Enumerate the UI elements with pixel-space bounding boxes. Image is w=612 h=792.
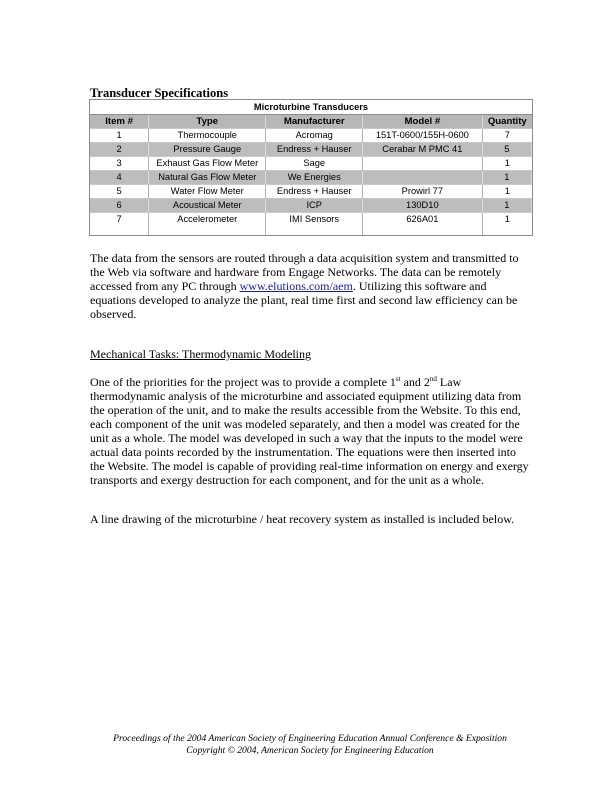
cell-manufacturer: Endress + Hauser xyxy=(266,143,363,157)
table-row xyxy=(90,171,532,185)
cell-type: Accelerometer xyxy=(149,213,266,235)
paragraph-data-routing xyxy=(90,251,530,321)
cell-model: 151T-0600/155H-0600 xyxy=(363,129,483,143)
cell-quantity: 7 xyxy=(483,129,532,143)
cell-quantity: 1 xyxy=(483,199,532,213)
cell-item: 2 xyxy=(90,143,149,157)
cell-manufacturer: Endress + Hauser xyxy=(266,185,363,199)
superscript-st: st xyxy=(395,375,401,383)
table-row xyxy=(90,129,532,143)
cell-quantity: 1 xyxy=(504,214,510,224)
cell-item: 5 xyxy=(90,185,149,199)
cell-type: Pressure Gauge xyxy=(149,143,266,157)
cell-model: 626A01 xyxy=(363,213,483,235)
table-caption-row xyxy=(90,100,532,115)
cell-quantity: 1 xyxy=(483,185,532,199)
cell-type: Thermocouple xyxy=(149,129,266,143)
page-footer xyxy=(60,733,560,757)
cell-item: 7 xyxy=(90,213,149,235)
cell-type: Exhaust Gas Flow Meter xyxy=(149,157,266,171)
cell-item: 4 xyxy=(90,171,149,185)
table-row xyxy=(90,213,532,235)
header-manufacturer: Manufacturer xyxy=(266,115,363,129)
header-quantity: Quantity xyxy=(483,115,532,129)
table-row xyxy=(90,185,532,199)
header-model: Model # xyxy=(363,115,483,129)
cell-type: Acoustical Meter xyxy=(149,199,266,213)
transducer-table xyxy=(89,99,533,236)
cell-model: Cerabar M PMC 41 xyxy=(363,143,483,157)
paragraph-text: The data from the sensors are routed through a data acquisition system and transmitted to the Web via software and hardware from Engage Networks. The data can be remotely accessed from any PC through xyxy=(90,251,519,293)
header-type: Type xyxy=(149,115,266,129)
cell-manufacturer: ICP xyxy=(266,199,363,213)
cell-manufacturer: We Energies xyxy=(266,171,363,185)
subheading: Mechanical Tasks: Thermodynamic Modeling xyxy=(90,347,311,361)
cell-type: Water Flow Meter xyxy=(149,185,266,199)
paragraph-text: . Utilizing this software and equations developed to analyze the plant, real time first and second law efficiency can be observed. xyxy=(90,279,518,321)
paragraph-line-drawing: A line drawing of the microturbine / heat recovery system as installed is included below. xyxy=(90,512,515,526)
paragraph-thermodynamic-modeling xyxy=(90,375,530,487)
table-row xyxy=(90,143,532,157)
paragraph-text: One of the priorities for the project was to provide a complete 1 xyxy=(90,375,396,389)
cell-manufacturer: Sage xyxy=(266,157,363,171)
cell-item: 6 xyxy=(90,199,149,213)
section-title: Transducer Specifications xyxy=(90,86,229,100)
cell-model xyxy=(363,157,483,171)
cell-quantity: 5 xyxy=(483,143,532,157)
cell-manufacturer: Acromag xyxy=(266,129,363,143)
cell-item: 1 xyxy=(90,129,149,143)
cell-model: Prowirl 77 xyxy=(363,185,483,199)
cell-model: 130D10 xyxy=(363,199,483,213)
elutions-link[interactable]: www.elutions.com/aem xyxy=(239,279,353,293)
cell-item: 3 xyxy=(90,157,149,171)
paragraph-text: and 2 xyxy=(400,375,430,389)
cell-manufacturer: IMI Sensors xyxy=(266,213,363,235)
table-row xyxy=(90,199,532,213)
paragraph-text: Law thermodynamic analysis of the microturbine and associated equipment utilizing data from the operation of the unit, and to make the results accessible from the Website. To this end, each component of the unit was modeled separately, and then a model was created for the unit as a whole. The model was developed in such a way that the inputs to the model were actual data points recorded by the instrumentation. The equations were then inserted into the Website. The model is capable of providing real-time information on energy and exergy transports and exergy destruction for each component, and for the unit as a whole. xyxy=(90,375,529,487)
cell-quantity: 1 xyxy=(483,157,532,171)
header-item: Item # xyxy=(90,115,149,129)
cell-quantity: 1 xyxy=(483,171,532,185)
table-header-row xyxy=(90,115,532,129)
cell-model xyxy=(363,171,483,185)
table-caption: Microturbine Transducers xyxy=(90,100,532,115)
table-row xyxy=(90,157,532,171)
footer-copyright: Copyright © 2004, American Society for Engineering Education xyxy=(186,745,434,756)
cell-type: Natural Gas Flow Meter xyxy=(149,171,266,185)
superscript-nd: nd xyxy=(429,375,437,383)
footer-proceedings: Proceedings of the 2004 American Society of Engineering Education Annual Conference & Exposition xyxy=(113,733,507,744)
